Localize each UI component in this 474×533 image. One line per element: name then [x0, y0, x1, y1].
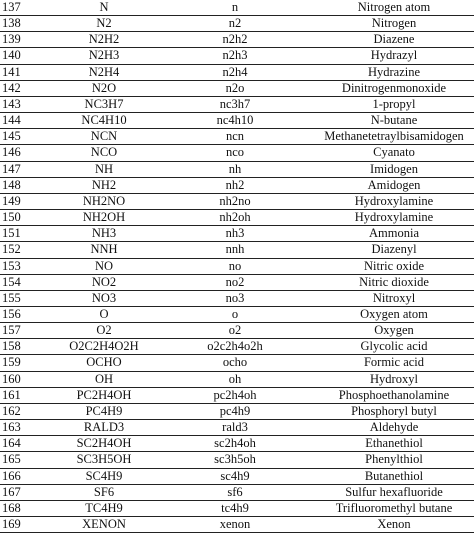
species-name-cell: o	[156, 306, 314, 322]
table-row	[0, 290, 474, 306]
row-index-cell: 156	[0, 306, 52, 322]
species-name-cell: n2h3	[156, 48, 314, 64]
row-index-cell: 137	[0, 0, 52, 16]
row-index-cell: 141	[0, 64, 52, 80]
formula-cell: NCO	[52, 145, 156, 161]
formula-cell: RALD3	[52, 420, 156, 436]
species-name-cell: pc2h4oh	[156, 387, 314, 403]
species-name-cell: oh	[156, 371, 314, 387]
formula-cell: O2C2H4O2H	[52, 339, 156, 355]
table-row	[0, 258, 474, 274]
formula-cell: NH	[52, 161, 156, 177]
row-index-cell: 152	[0, 242, 52, 258]
description-cell: Formic acid	[314, 355, 474, 371]
description-cell: Oxygen	[314, 323, 474, 339]
species-name-cell: xenon	[156, 517, 314, 533]
species-name-cell: n2h4	[156, 64, 314, 80]
description-cell: Ammonia	[314, 226, 474, 242]
row-index-cell: 140	[0, 48, 52, 64]
table-row	[0, 468, 474, 484]
row-index-cell: 163	[0, 420, 52, 436]
species-name-cell: n2h2	[156, 32, 314, 48]
row-index-cell: 167	[0, 484, 52, 500]
row-index-cell: 144	[0, 113, 52, 129]
description-cell: Hydrazyl	[314, 48, 474, 64]
description-cell: Nitrogen	[314, 16, 474, 32]
table-row	[0, 177, 474, 193]
species-name-cell: nc4h10	[156, 113, 314, 129]
table-row	[0, 387, 474, 403]
species-name-cell: tc4h9	[156, 500, 314, 516]
row-index-cell: 138	[0, 16, 52, 32]
species-name-cell: nco	[156, 145, 314, 161]
row-index-cell: 143	[0, 96, 52, 112]
description-cell: Imidogen	[314, 161, 474, 177]
table-row	[0, 226, 474, 242]
species-name-cell: nc3h7	[156, 96, 314, 112]
description-cell: Nitric oxide	[314, 258, 474, 274]
table-row	[0, 339, 474, 355]
formula-cell: NO2	[52, 274, 156, 290]
row-index-cell: 159	[0, 355, 52, 371]
table-row	[0, 96, 474, 112]
description-cell: Diazene	[314, 32, 474, 48]
species-name-cell: n	[156, 0, 314, 16]
formula-cell: N	[52, 0, 156, 16]
table-row	[0, 80, 474, 96]
species-name-cell: pc4h9	[156, 403, 314, 419]
row-index-cell: 161	[0, 387, 52, 403]
description-cell: Methanetetraylbisamidogen	[314, 129, 474, 145]
species-name-cell: n2o	[156, 80, 314, 96]
row-index-cell: 160	[0, 371, 52, 387]
species-name-cell: sc4h9	[156, 468, 314, 484]
species-name-cell: sf6	[156, 484, 314, 500]
species-name-cell: rald3	[156, 420, 314, 436]
description-cell: Xenon	[314, 517, 474, 533]
species-name-cell: sc3h5oh	[156, 452, 314, 468]
description-cell: Phosphoethanolamine	[314, 387, 474, 403]
formula-cell: NH2	[52, 177, 156, 193]
formula-cell: NH3	[52, 226, 156, 242]
description-cell: Hydroxylamine	[314, 210, 474, 226]
formula-cell: NO	[52, 258, 156, 274]
table-row	[0, 355, 474, 371]
row-index-cell: 169	[0, 517, 52, 533]
row-index-cell: 151	[0, 226, 52, 242]
row-index-cell: 158	[0, 339, 52, 355]
description-cell: Ethanethiol	[314, 436, 474, 452]
table-row	[0, 274, 474, 290]
species-name-cell: nh2	[156, 177, 314, 193]
table-row	[0, 129, 474, 145]
formula-cell: NNH	[52, 242, 156, 258]
table-row	[0, 436, 474, 452]
species-name-cell: n2	[156, 16, 314, 32]
formula-cell: O	[52, 306, 156, 322]
table-row	[0, 403, 474, 419]
table-row	[0, 371, 474, 387]
row-index-cell: 165	[0, 452, 52, 468]
formula-cell: OH	[52, 371, 156, 387]
description-cell: Butanethiol	[314, 468, 474, 484]
row-index-cell: 147	[0, 161, 52, 177]
formula-cell: NH2NO	[52, 193, 156, 209]
species-name-cell: no	[156, 258, 314, 274]
description-cell: Nitric dioxide	[314, 274, 474, 290]
description-cell: Glycolic acid	[314, 339, 474, 355]
row-index-cell: 139	[0, 32, 52, 48]
table-row	[0, 500, 474, 516]
species-name-cell: no2	[156, 274, 314, 290]
species-name-cell: sc2h4oh	[156, 436, 314, 452]
description-cell: 1-propyl	[314, 96, 474, 112]
table-row	[0, 306, 474, 322]
formula-cell: N2H2	[52, 32, 156, 48]
table-row	[0, 193, 474, 209]
table-row	[0, 420, 474, 436]
formula-cell: NC3H7	[52, 96, 156, 112]
formula-cell: N2O	[52, 80, 156, 96]
table-row	[0, 452, 474, 468]
table-row	[0, 323, 474, 339]
formula-cell: O2	[52, 323, 156, 339]
table-row	[0, 517, 474, 533]
row-index-cell: 146	[0, 145, 52, 161]
formula-cell: NCN	[52, 129, 156, 145]
row-index-cell: 155	[0, 290, 52, 306]
formula-cell: PC4H9	[52, 403, 156, 419]
species-name-cell: nh3	[156, 226, 314, 242]
table-row	[0, 48, 474, 64]
description-cell: Aldehyde	[314, 420, 474, 436]
table-row	[0, 0, 474, 16]
description-cell: Phenylthiol	[314, 452, 474, 468]
formula-cell: SC3H5OH	[52, 452, 156, 468]
table-row	[0, 32, 474, 48]
table-row	[0, 145, 474, 161]
species-name-cell: nnh	[156, 242, 314, 258]
species-name-cell: nh	[156, 161, 314, 177]
formula-cell: OCHO	[52, 355, 156, 371]
formula-cell: NH2OH	[52, 210, 156, 226]
row-index-cell: 149	[0, 193, 52, 209]
formula-cell: TC4H9	[52, 500, 156, 516]
formula-cell: SC4H9	[52, 468, 156, 484]
species-name-cell: o2	[156, 323, 314, 339]
formula-cell: N2	[52, 16, 156, 32]
formula-cell: SC2H4OH	[52, 436, 156, 452]
table-row	[0, 64, 474, 80]
species-name-cell: ocho	[156, 355, 314, 371]
row-index-cell: 162	[0, 403, 52, 419]
description-cell: Hydroxylamine	[314, 193, 474, 209]
table-row	[0, 210, 474, 226]
description-cell: Trifluoromethyl butane	[314, 500, 474, 516]
table-row	[0, 113, 474, 129]
formula-cell: N2H3	[52, 48, 156, 64]
row-index-cell: 164	[0, 436, 52, 452]
description-cell: N-butane	[314, 113, 474, 129]
row-index-cell: 153	[0, 258, 52, 274]
description-cell: Hydrazine	[314, 64, 474, 80]
description-cell: Dinitrogenmonoxide	[314, 80, 474, 96]
species-name-cell: no3	[156, 290, 314, 306]
description-cell: Cyanato	[314, 145, 474, 161]
row-index-cell: 154	[0, 274, 52, 290]
row-index-cell: 166	[0, 468, 52, 484]
formula-cell: N2H4	[52, 64, 156, 80]
description-cell: Amidogen	[314, 177, 474, 193]
description-cell: Oxygen atom	[314, 306, 474, 322]
description-cell: Sulfur hexafluoride	[314, 484, 474, 500]
formula-cell: SF6	[52, 484, 156, 500]
species-name-cell: ncn	[156, 129, 314, 145]
row-index-cell: 145	[0, 129, 52, 145]
formula-cell: NC4H10	[52, 113, 156, 129]
row-index-cell: 150	[0, 210, 52, 226]
species-name-cell: o2c2h4o2h	[156, 339, 314, 355]
table-row	[0, 16, 474, 32]
table-row	[0, 484, 474, 500]
table-row	[0, 242, 474, 258]
description-cell: Nitrogen atom	[314, 0, 474, 16]
description-cell: Diazenyl	[314, 242, 474, 258]
description-cell: Hydroxyl	[314, 371, 474, 387]
formula-cell: PC2H4OH	[52, 387, 156, 403]
description-cell: Phosphoryl butyl	[314, 403, 474, 419]
formula-cell: XENON	[52, 517, 156, 533]
species-name-cell: nh2no	[156, 193, 314, 209]
formula-cell: NO3	[52, 290, 156, 306]
row-index-cell: 148	[0, 177, 52, 193]
row-index-cell: 157	[0, 323, 52, 339]
row-index-cell: 168	[0, 500, 52, 516]
row-index-cell: 142	[0, 80, 52, 96]
description-cell: Nitroxyl	[314, 290, 474, 306]
table-row	[0, 161, 474, 177]
species-name-cell: nh2oh	[156, 210, 314, 226]
